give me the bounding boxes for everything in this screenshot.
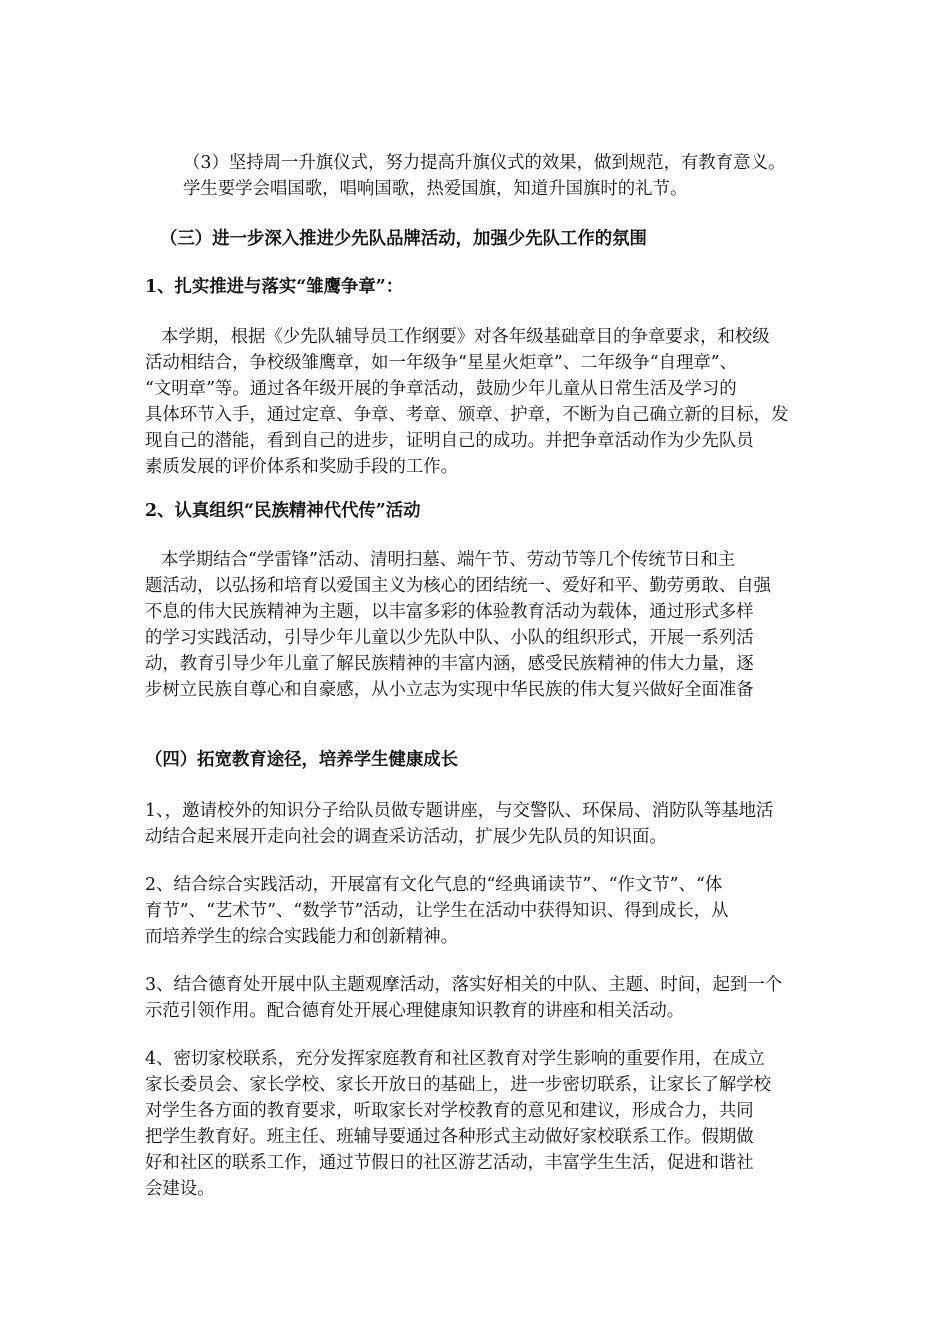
text-line: 育节”、“艺术节”、“数学节”活动，让学生在活动中获得知识、得到成长，从 bbox=[145, 901, 729, 921]
paragraph-item-4 bbox=[145, 1046, 807, 1202]
paragraph-item-1 bbox=[145, 798, 807, 850]
text-line: 学生要学会唱国歌，唱响国歌，热爱国旗，知道升国旗时的礼节。 bbox=[183, 179, 688, 199]
paragraph-flag-ceremony bbox=[183, 150, 808, 202]
text-line: 本学期，根据《少先队辅导员工作纲要》对各年级基础章目的争章要求，和校级 bbox=[161, 327, 770, 347]
text-line: 4、密切家校联系，充分发挥家庭教育和社区教育对学生影响的重要作用，在成立 bbox=[145, 1049, 765, 1069]
text-line: “文明章”等。通过各年级开展的争章活动，鼓励少年儿童从日常生活及学习的 bbox=[145, 379, 737, 399]
text-line: 把学生教育好。班主任、班辅导要通过各种形式主动做好家校联系工作。假期做 bbox=[145, 1127, 754, 1147]
section-heading-3: （三）进一步深入推进少先队品牌活动，加强少先队工作的氛围 bbox=[160, 229, 647, 249]
paragraph-national-spirit bbox=[145, 547, 807, 703]
text-line: 家长委员会、家长学校、家长开放日的基础上，进一步密切联系，让家长了解学校 bbox=[145, 1075, 772, 1095]
text-line: 动结合起来展开走向社会的调查采访活动，扩展少先队员的知识面。 bbox=[145, 827, 667, 847]
text-line: 好和社区的联系工作，通过节假日的社区游艺活动，丰富学生生活，促进和谐社 bbox=[145, 1153, 754, 1173]
paragraph-eagle-badge bbox=[145, 324, 807, 480]
text-line: 1、，邀请校外的知识分子给队员做专题讲座，与交警队、环保局、消防队等基地活 bbox=[145, 801, 774, 821]
text-line: 题活动，以弘扬和培育以爱国主义为核心的团结统一、爱好和平、勤劳勇敢、自强 bbox=[145, 576, 772, 596]
paragraph-item-3 bbox=[145, 972, 807, 1024]
text-line: 活动相结合，争校级雏鹰章，如一年级争“星星火炬章”、二年级争“自理章”、 bbox=[145, 353, 738, 373]
text-line: 的学习实践活动，引导少年儿童以少先队中队、小队的组织形式，开展一系列活 bbox=[145, 628, 754, 648]
text-line: 会建设。 bbox=[145, 1179, 215, 1199]
text-line: 3、结合德育处开展中队主题观摩活动，落实好相关的中队、主题、时间，起到一个 bbox=[145, 975, 783, 995]
text-line: （3）坚持周一升旗仪式，努力提高升旗仪式的效果，做到规范，有教育意义。 bbox=[183, 153, 786, 173]
text-line: 动，教育引导少年儿童了解民族精神的丰富内涵，感受民族精神的伟大力量，逐 bbox=[145, 654, 754, 674]
text-line: 2、结合综合实践活动，开展富有文化气息的“经典诵读节”、“作文节”、“体 bbox=[145, 875, 723, 895]
text-line: 对学生各方面的教育要求，听取家长对学校教育的意见和建议，形成合力，共同 bbox=[145, 1101, 754, 1121]
text-line: 示范引领作用。配合德育处开展心理健康知识教育的讲座和相关活动。 bbox=[145, 1001, 685, 1021]
subheading-national-spirit: 2、认真组织“民族精神代代传”活动 bbox=[145, 501, 421, 521]
subheading-eagle-badge: 1、扎实推进与落实“雏鹰争章”： bbox=[145, 277, 404, 297]
text-line: 素质发展的评价体系和奖励手段的工作。 bbox=[145, 457, 459, 477]
text-line: 本学期结合“学雷锋”活动、清明扫墓、端午节、劳动节等几个传统节日和主 bbox=[161, 550, 736, 570]
section-heading-4: （四）拓宽教育途径，培养学生健康成长 bbox=[145, 750, 459, 770]
text-line: 具体环节入手，通过定章、争章、考章、颁章、护章，不断为自己确立新的目标，发 bbox=[145, 405, 789, 425]
text-line: 步树立民族自尊心和自豪感，从小立志为实现中华民族的伟大复兴做好全面准备 bbox=[145, 680, 754, 700]
text-line: 现自己的潜能，看到自己的进步，证明自己的成功。并把争章活动作为少先队员 bbox=[145, 431, 754, 451]
text-line: 而培养学生的综合实践能力和创新精神。 bbox=[145, 927, 459, 947]
text-line: 不息的伟大民族精神为主题，以丰富多彩的体验教育活动为载体，通过形式多样 bbox=[145, 602, 754, 622]
paragraph-item-2 bbox=[145, 872, 807, 950]
